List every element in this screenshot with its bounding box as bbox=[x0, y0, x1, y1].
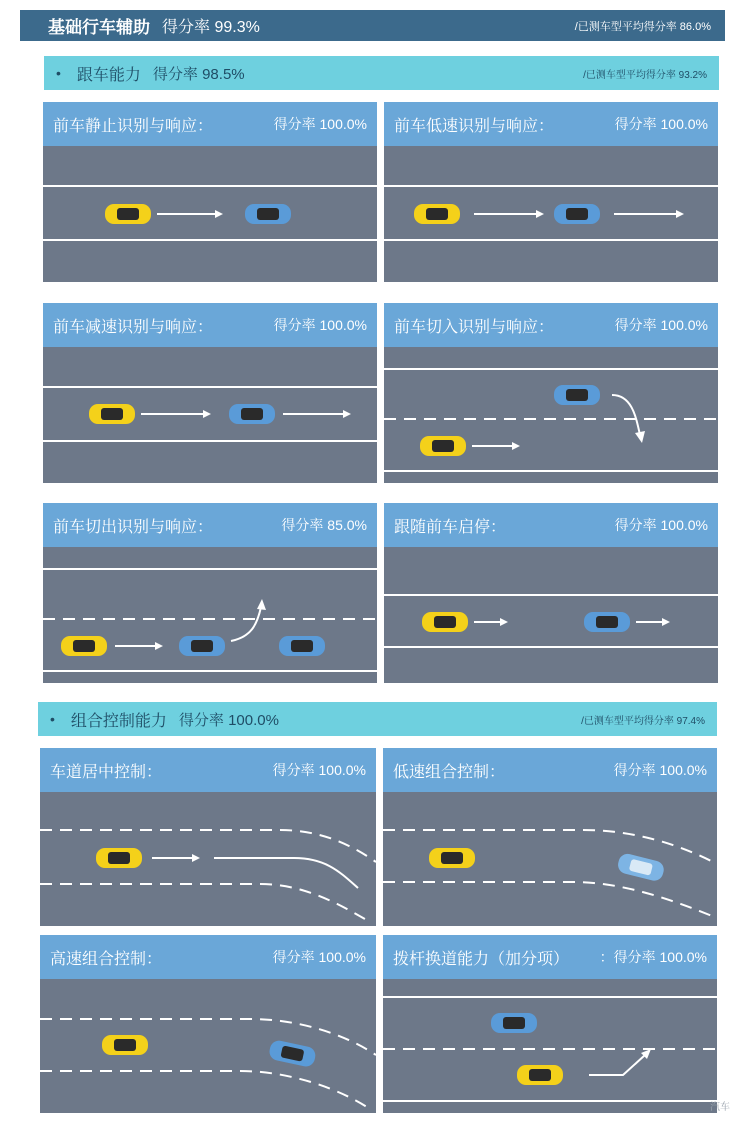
ego-car bbox=[414, 204, 460, 224]
panel-title bbox=[383, 748, 717, 792]
road-diagram bbox=[43, 347, 377, 483]
panel-name: 前车切入识别与响应： bbox=[394, 318, 555, 336]
panel-low-speed-combined-control bbox=[383, 748, 717, 926]
panel-title bbox=[384, 503, 718, 547]
road-diagram bbox=[383, 792, 717, 926]
panel-score: 得分率 100.0% bbox=[614, 517, 708, 533]
panel-score: 得分率 100.0% bbox=[614, 317, 708, 333]
motion-arrow-head bbox=[215, 210, 223, 218]
road-diagram bbox=[383, 979, 717, 1113]
ego-car bbox=[105, 204, 151, 224]
section-header-following bbox=[44, 56, 719, 90]
panel-name: 车道居中控制： bbox=[50, 763, 163, 781]
panel-title bbox=[43, 503, 377, 547]
panel-lever-lane-change bbox=[383, 935, 717, 1113]
panel-score: 得分率 100.0% bbox=[273, 116, 367, 132]
road-diagram bbox=[384, 547, 718, 683]
section-bullet: • bbox=[56, 65, 61, 81]
panel-high-speed-combined-control bbox=[40, 935, 376, 1113]
section-header-combined-control bbox=[38, 702, 717, 736]
road-diagram bbox=[43, 146, 377, 282]
road-diagram bbox=[384, 347, 718, 483]
ego-car bbox=[422, 612, 468, 632]
section-bullet: • bbox=[50, 711, 55, 727]
panel-cut-in-vehicle bbox=[384, 303, 718, 483]
ego-car bbox=[89, 404, 135, 424]
panel-name: 前车静止识别与响应： bbox=[53, 117, 214, 135]
ego-car bbox=[429, 848, 475, 868]
road-diagram bbox=[384, 146, 718, 282]
adjacent-car bbox=[491, 1013, 537, 1033]
panel-slow-vehicle bbox=[384, 102, 718, 282]
panel-name: 前车切出识别与响应： bbox=[53, 518, 214, 536]
main-score: 得分率 99.3% bbox=[162, 19, 260, 36]
ego-car bbox=[102, 1035, 148, 1055]
panel-score: 得分率 100.0% bbox=[272, 949, 366, 965]
section-average-score: /已测车型平均得分率 97.4% bbox=[581, 715, 705, 727]
road-diagram bbox=[40, 979, 376, 1113]
section-score: 得分率 100.0% bbox=[178, 711, 279, 729]
panel-title bbox=[384, 303, 718, 347]
panel-decelerating-vehicle bbox=[43, 303, 377, 483]
ego-car bbox=[420, 436, 466, 456]
panel-title bbox=[40, 935, 376, 979]
lead-car bbox=[268, 1039, 317, 1068]
panel-lane-centering bbox=[40, 748, 376, 926]
road-diagram bbox=[43, 547, 377, 683]
ego-car bbox=[517, 1065, 563, 1085]
section-name: 组合控制能力 bbox=[70, 712, 167, 730]
panel-score: 得分率 100.0% bbox=[273, 317, 367, 333]
lead-car bbox=[279, 636, 325, 656]
main-title: 基础行车辅助 bbox=[48, 18, 150, 37]
cut-in-car bbox=[554, 385, 600, 405]
panel-name: 高速组合控制： bbox=[50, 950, 163, 968]
main-header bbox=[20, 10, 725, 41]
panel-title bbox=[43, 303, 377, 347]
panel-score: 得分率 100.0% bbox=[614, 116, 708, 132]
lead-car bbox=[554, 204, 600, 224]
panel-title bbox=[384, 102, 718, 146]
section-name: 跟车能力 bbox=[76, 66, 141, 84]
panel-title bbox=[383, 935, 717, 979]
main-average-score: /已测车型平均得分率 86.0% bbox=[574, 20, 711, 33]
panel-title bbox=[40, 748, 376, 792]
panel-stop-and-go bbox=[384, 503, 718, 683]
panel-title bbox=[43, 102, 377, 146]
ego-car bbox=[96, 848, 142, 868]
section-score: 得分率 98.5% bbox=[152, 65, 245, 83]
lead-car bbox=[616, 852, 665, 883]
panel-score: 得分率 100.0% bbox=[272, 762, 366, 778]
panel-stationary-vehicle bbox=[43, 102, 377, 282]
road-diagram bbox=[40, 792, 376, 926]
panel-name: 拨杆换道能力（加分项） bbox=[393, 950, 570, 968]
cut-out-car bbox=[179, 636, 225, 656]
section-average-score: /已测车型平均得分率 93.2% bbox=[583, 69, 707, 81]
panel-cut-out-vehicle bbox=[43, 503, 377, 683]
panel-name: 前车减速识别与响应： bbox=[53, 318, 214, 336]
lead-car bbox=[584, 612, 630, 632]
panel-name: 跟随前车启停： bbox=[394, 518, 507, 536]
ego-car bbox=[61, 636, 107, 656]
panel-score: 得分率 85.0% bbox=[281, 517, 367, 533]
panel-name: 前车低速识别与响应： bbox=[394, 117, 555, 135]
panel-score: 得分率 100.0% bbox=[613, 762, 707, 778]
panel-score: ：得分率 100.0% bbox=[599, 949, 707, 965]
lead-car bbox=[229, 404, 275, 424]
lead-car bbox=[245, 204, 291, 224]
watermark: 汽车 bbox=[710, 1102, 730, 1113]
panel-name: 低速组合控制： bbox=[393, 763, 506, 781]
